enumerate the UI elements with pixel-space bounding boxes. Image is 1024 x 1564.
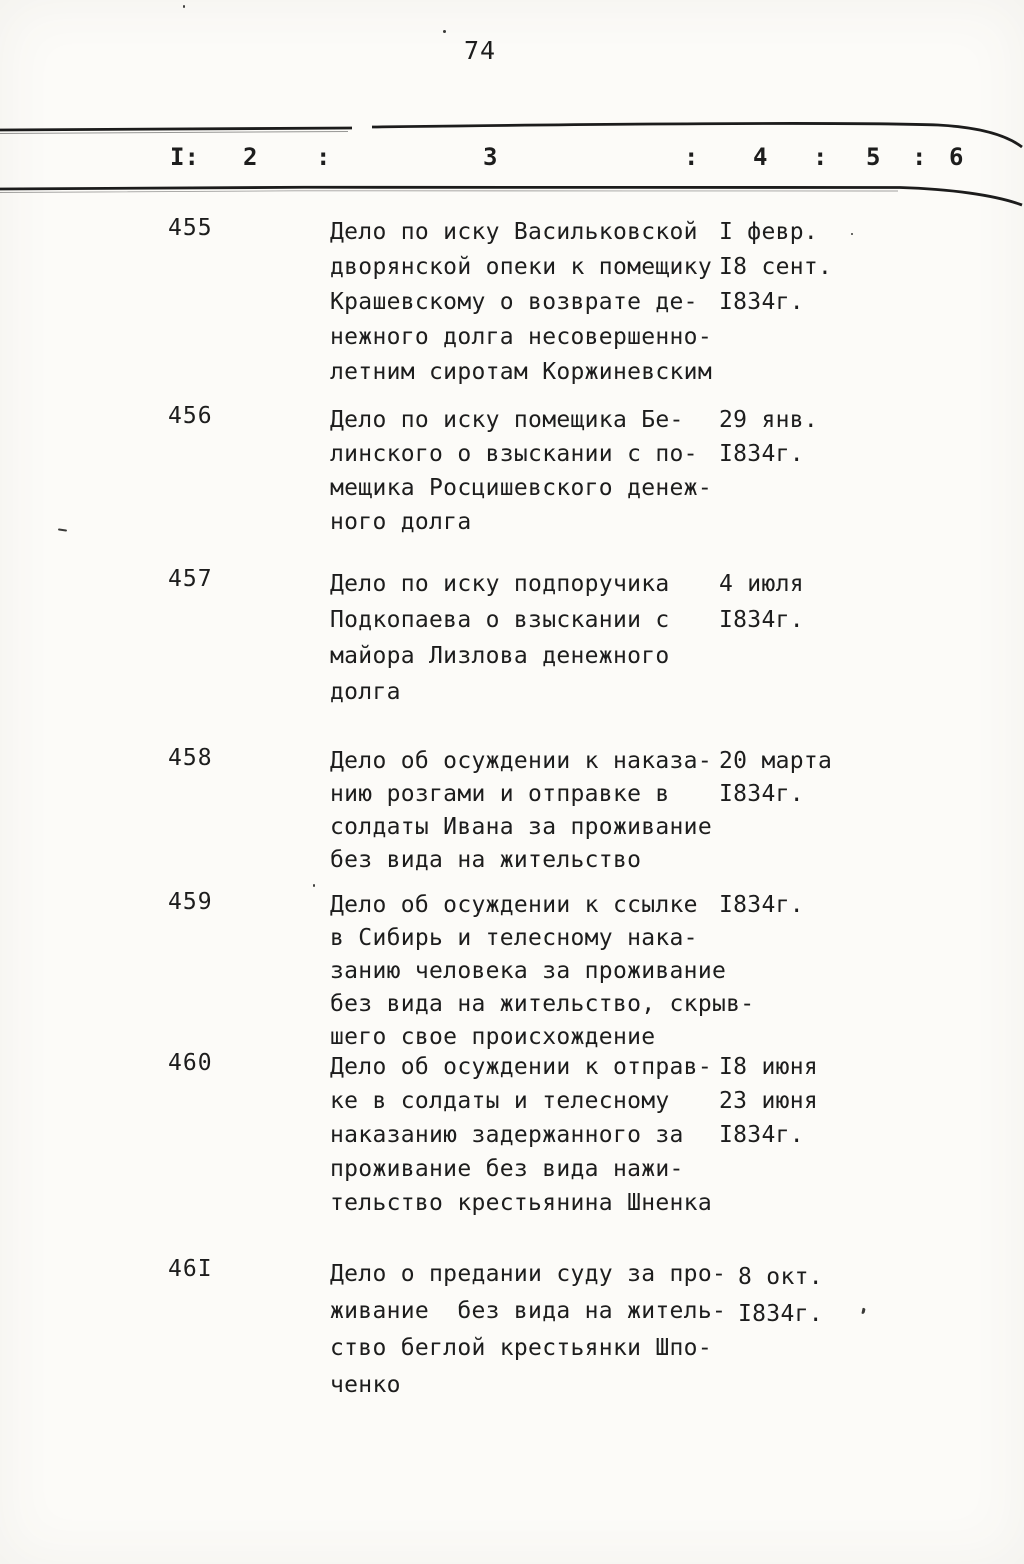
case-description	[330, 403, 730, 539]
case-dates	[719, 403, 889, 471]
case-dates	[738, 1256, 908, 1333]
description-line: Крашевскому о возврате де-	[330, 289, 698, 315]
case-description	[330, 889, 755, 1054]
description-line: наказанию задержанного за	[330, 1122, 684, 1148]
date-line: I834г.	[719, 781, 804, 807]
case-description	[330, 1050, 730, 1220]
column-separator: :	[912, 143, 927, 171]
description-line: без вида на жительство	[330, 847, 642, 873]
description-line: тельство крестьянина Шненка	[330, 1190, 712, 1216]
column-header-2: 2	[243, 143, 258, 171]
scan-speck	[183, 5, 185, 8]
description-line: ченко	[330, 1372, 401, 1398]
column-separator: :	[316, 143, 331, 171]
description-line: солдаты Ивана за проживание	[330, 814, 712, 840]
date-line: 20 марта	[719, 748, 833, 774]
description-line: Подкопаева о взыскании с	[330, 607, 670, 633]
description-line: Дело о предании суду за про-	[330, 1261, 727, 1287]
table-rule-lines	[0, 0, 1024, 230]
case-dates	[719, 745, 889, 811]
case-description	[330, 1256, 730, 1404]
column-header-3: 3	[483, 143, 498, 171]
description-line: без вида на жительство, скрыв-	[330, 991, 755, 1017]
page-number: 74	[464, 36, 497, 65]
case-number: 460	[168, 1050, 213, 1076]
description-line: долга	[330, 679, 401, 705]
case-number: 46I	[168, 1256, 213, 1282]
date-line: I февр.	[719, 219, 819, 245]
case-number: 456	[168, 403, 213, 429]
column-separator: :	[813, 143, 828, 171]
description-line: нежного долга несовершенно-	[330, 324, 712, 350]
date-line: I834г.	[719, 607, 804, 633]
case-number: 458	[168, 745, 213, 771]
column-header-1: I:	[170, 143, 199, 171]
description-line: ного долга	[330, 509, 472, 535]
description-line: ство беглой крестьянки Шпо-	[330, 1335, 712, 1361]
description-line: шего свое происхождение	[330, 1024, 656, 1050]
description-line: Дело об осуждении к ссылке	[330, 892, 698, 918]
column-separator: :	[684, 143, 699, 171]
case-dates	[719, 889, 889, 922]
description-line: Дело по иску помещика Бе-	[330, 407, 684, 433]
description-line: Дело по иску Васильковской	[330, 219, 698, 245]
scan-speck	[851, 233, 853, 235]
description-line: летним сиротам Коржиневским	[330, 359, 712, 385]
description-line: живание без вида на житель-	[330, 1298, 727, 1324]
case-number: 455	[168, 215, 213, 241]
description-line: в Сибирь и телесному нака-	[330, 925, 698, 951]
case-description	[330, 566, 730, 710]
column-header-4: 4	[753, 143, 768, 171]
description-line: линского о взыскании с по-	[330, 441, 698, 467]
date-line: 23 июня	[719, 1088, 819, 1114]
date-line: 4 июля	[719, 571, 804, 597]
date-line: I834г.	[719, 289, 804, 315]
description-line: Дело об осуждении к наказа-	[330, 748, 712, 774]
scan-speck	[443, 30, 446, 33]
description-line: майора Лизлова денежного	[330, 643, 670, 669]
scan-speck	[58, 528, 67, 531]
description-line: нию розгами и отправке в	[330, 781, 670, 807]
date-line: I834г.	[719, 1122, 804, 1148]
description-line: мещика Росцишевского денеж-	[330, 475, 712, 501]
scan-speck	[313, 884, 315, 887]
date-line: 29 янв.	[719, 407, 819, 433]
case-dates	[719, 1050, 889, 1152]
case-description	[330, 745, 730, 877]
case-dates	[719, 215, 889, 320]
description-line: Дело об осуждении к отправ-	[330, 1054, 712, 1080]
date-line: I8 июня	[719, 1054, 819, 1080]
column-header-6: 6	[949, 143, 964, 171]
case-number: 457	[168, 566, 213, 592]
description-line: Дело по иску подпоручика	[330, 571, 670, 597]
case-number: 459	[168, 889, 213, 915]
description-line: занию человека за проживание	[330, 958, 727, 984]
description-line: проживание без вида нажи-	[330, 1156, 684, 1182]
case-description	[330, 215, 730, 390]
date-line: I8 сент.	[719, 254, 833, 280]
description-line: ке в солдаты и телесному	[330, 1088, 670, 1114]
date-line: I834г.	[719, 441, 804, 467]
date-line: I834г.	[738, 1301, 823, 1327]
column-header-5: 5	[866, 143, 881, 171]
description-line: дворянской опеки к помещику	[330, 254, 712, 280]
case-dates	[719, 566, 889, 638]
date-line: I834г.	[719, 892, 804, 918]
date-line: 8 окт.	[738, 1264, 823, 1290]
